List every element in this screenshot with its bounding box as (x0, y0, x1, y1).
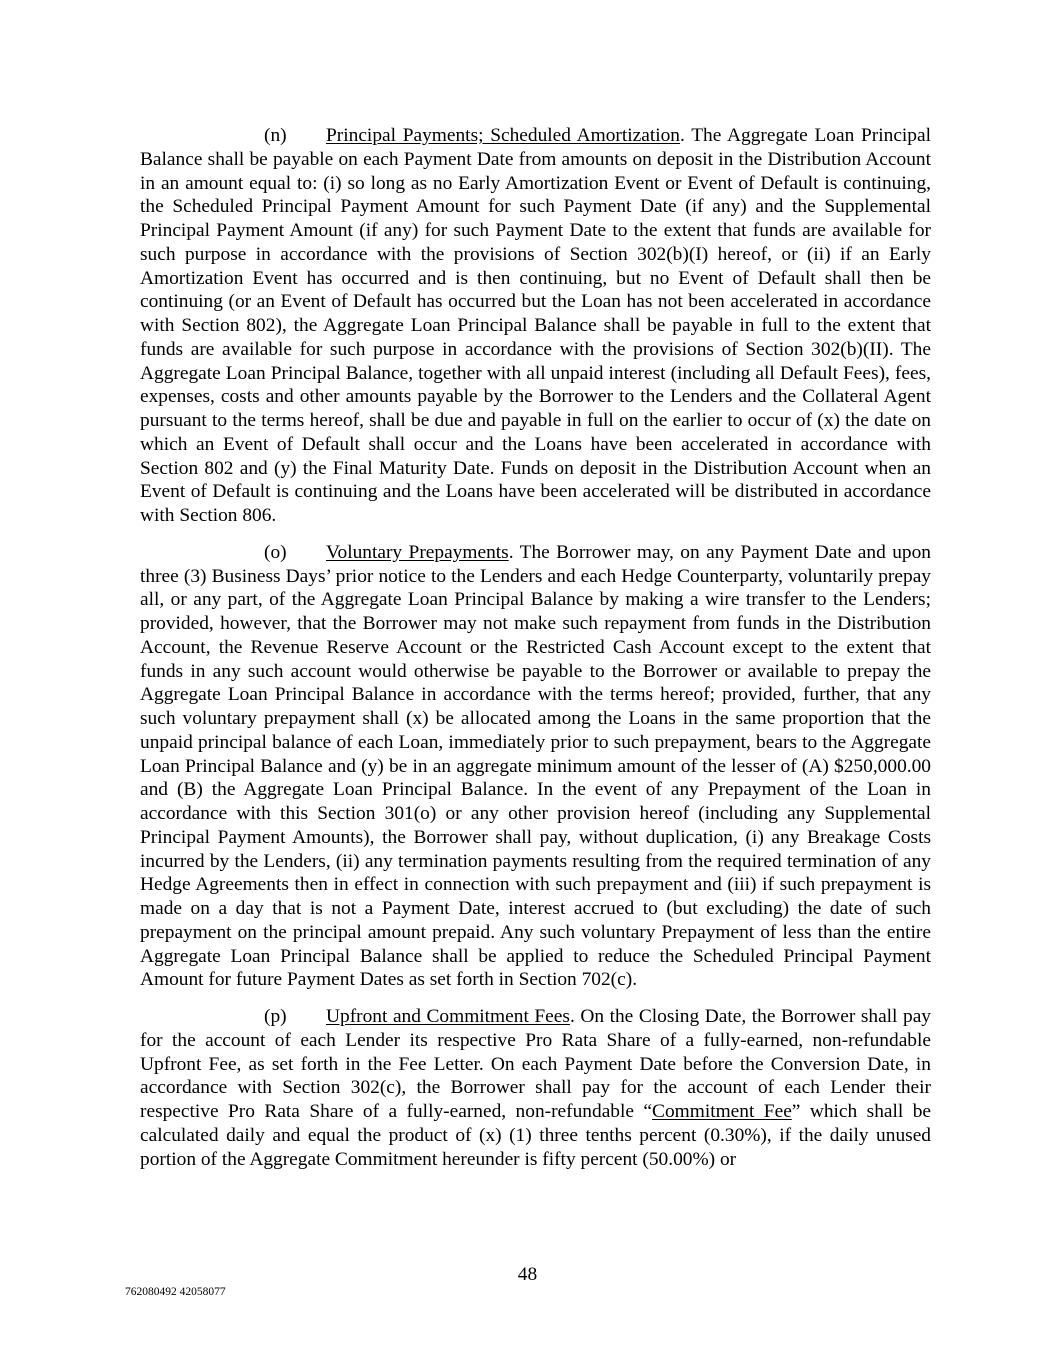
paragraph-body: The Aggregate Loan Principal Balance shall be payable on each Payment Date from amounts on deposit in the Distribution Account in an amount equal to: (i) so long as no Early Amortization Event or Event of Default is continuing, the Scheduled Principal Payment Amount for such Payment Date (if any) and the Supplemental Principal Payment Amount (if any) for such Payment Date to the extent that funds are available for such purpose in accordance with the provisions of Section 302(b)(I) hereof, or (ii) if an Early Amortization Event has occurred and is then continuing, but no Event of Default shall then be continuing (or an Event of Default has occurred but the Loan has not been accelerated in accordance with Section 802), the Aggregate Loan Principal Balance shall be payable in full to the extent that funds are available for such purpose in accordance with the provisions of Section 302(b)(II). The Aggregate Loan Principal Balance, together with all unpaid interest (including all Default Fees), fees, expenses, costs and other amounts payable by the Borrower to the Lenders and the Collateral Agent pursuant to the terms hereof, shall be due and payable in full on the earlier to occur of (x) the date on which an Event of Default shall occur and the Loans have been accelerated in accordance with Section 802 and (y) the Final Maturity Date. Funds on deposit in the Distribution Account when an Event of Default is continuing and the Loans have been accelerated will be distributed in accordance with Section 806. (140, 125, 931, 526)
paragraph-heading: Principal Payments; Scheduled Amortization (326, 125, 680, 146)
paragraph-o (140, 541, 931, 992)
paragraph-heading: Voluntary Prepayments (326, 541, 509, 563)
paragraph-body-continued: ” which shall be calculated daily and equal the product of (x) (1) three tenths percent (0.30%), if the daily unused portion of the Aggregate Commitment hereunder is fifty percent (50.00%) or (140, 1101, 931, 1170)
paragraph-body: On the Closing Date, the Borrower shall pay for the account of each Lender its respective Pro Rata Share of a fully-earned, non-refundable Upfront Fee, as set forth in the Fee Letter. On each Payment Date before the Conversion Date, in accordance with Section 302(c), the Borrower shall pay for the account of each Lender their respective Pro Rata Share of a fully-earned, non-refundable “ (140, 1006, 931, 1122)
paragraph-marker: (p) (264, 1006, 287, 1027)
paragraph-p (140, 1005, 931, 1171)
paragraph-n (140, 124, 931, 528)
page-number: 48 (517, 1264, 538, 1285)
heading-period: . (569, 1006, 575, 1027)
heading-period: . (508, 541, 514, 563)
paragraph-heading: Upfront and Commitment Fees (326, 1006, 570, 1027)
defined-term: Commitment Fee (652, 1101, 792, 1122)
paragraph-body: The Borrower may, on any Payment Date and upon three (3) Business Days’ prior notice to the Lenders and each Hedge Counterparty, voluntarily prepay all, or any part, of the Aggregate Loan Principal Balance by making a wire transfer to the Lenders; provided, however, that the Borrower may not make such repayment from funds in the Distribution Account, the Revenue Reserve Account or the Restricted Cash Account except to the extent that funds in any such account would otherwise be payable to the Borrower or available to prepay the Aggregate Loan Principal Balance in accordance with the terms hereof; provided, further, that any such voluntary prepayment shall (x) be allocated among the Loans in the same proportion that the unpaid principal balance of each Loan, immediately prior to such prepayment, bears to the Aggregate Loan Principal Balance and (y) be in an aggregate minimum amount of the lesser of (A) $250,000.00 and (B) the Aggregate Loan Principal Balance. In the event of any Prepayment of the Loan in accordance with this Section 301(o) or any other provision hereof (including any Supplemental Principal Payment Amounts), the Borrower shall pay, without duplication, (i) any Breakage Costs incurred by the Lenders, (ii) any termination payments resulting from the required termination of any Hedge Agreements then in effect in connection with such prepayment and (iii) if such prepayment is made on a day that is not a Payment Date, interest accrued to (but excluding) the date of such prepayment on the principal amount prepaid. Any such voluntary Prepayment of less than the entire Aggregate Loan Principal Balance shall be applied to reduce the Scheduled Principal Payment Amount for future Payment Dates as set forth in Section 702(c). (140, 541, 931, 991)
document-id: 762080492 42058077 (125, 1286, 226, 1298)
paragraph-marker: (n) (264, 125, 287, 146)
document-page (140, 124, 931, 1184)
paragraph-marker: (o) (264, 541, 287, 563)
heading-period: . (680, 125, 685, 146)
